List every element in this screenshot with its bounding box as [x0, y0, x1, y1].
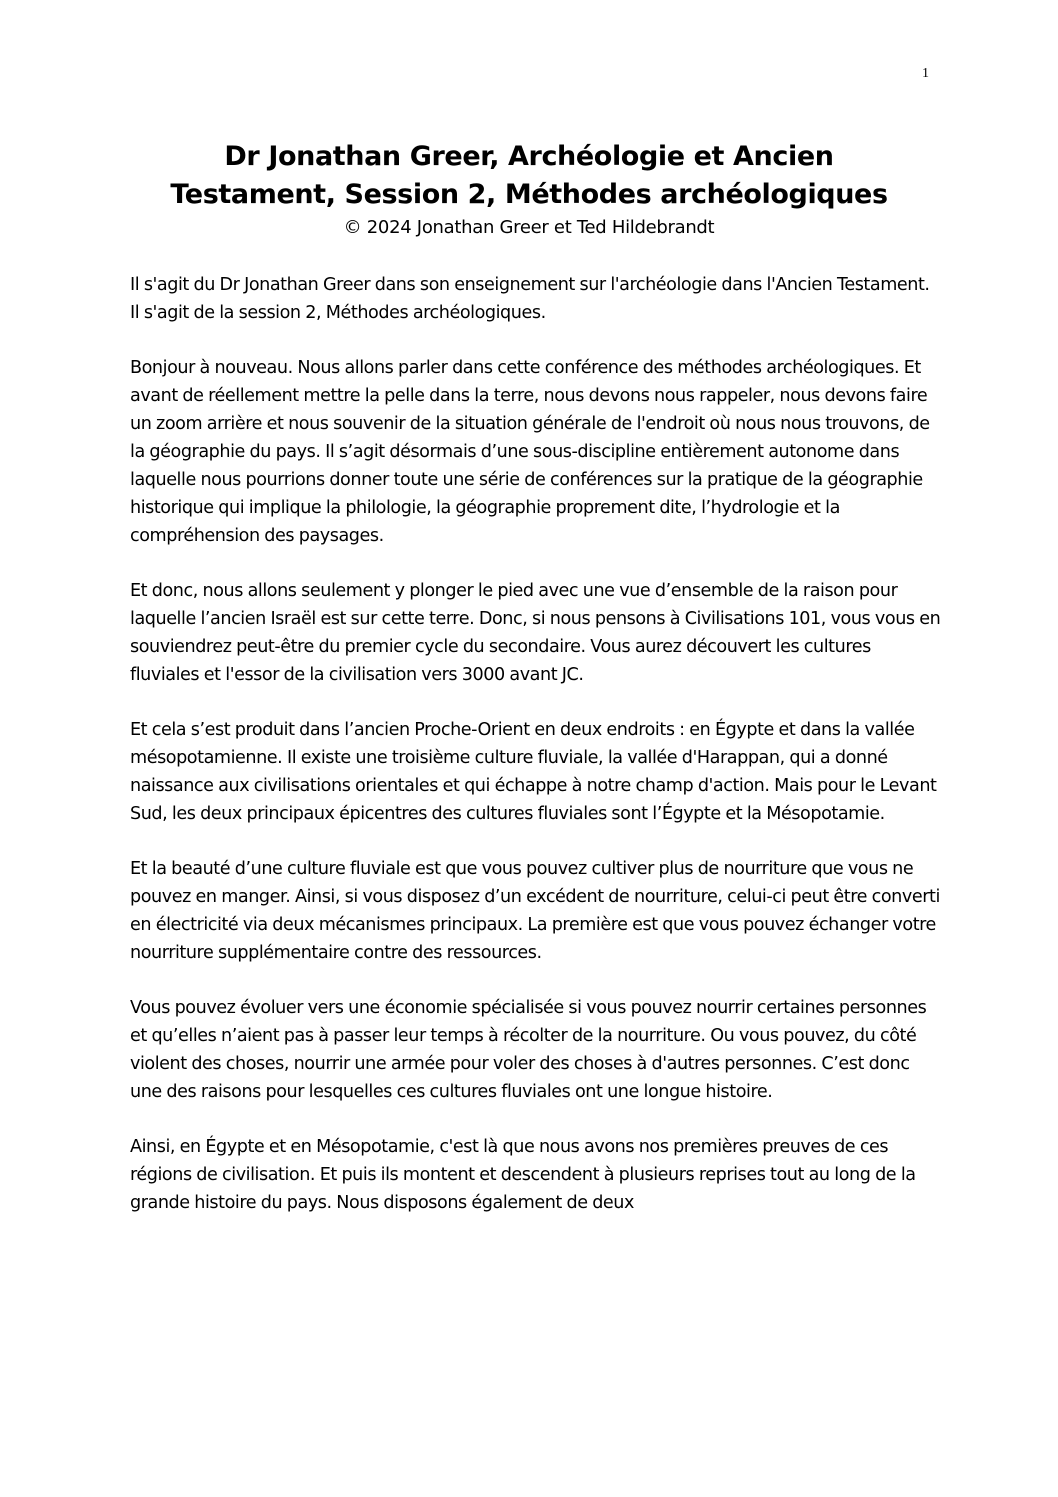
paragraph: Il s'agit du Dr Jonathan Greer dans son enseignement sur l'archéologie dans l'Ancien Testament. Il s'agit de la session 2, Méthodes archéologiques. — [130, 275, 930, 323]
paragraph: Vous pouvez évoluer vers une économie spécialisée si vous pouvez nourrir certaines personnes et qu’elles n’aient pas à passer leur temps à récolter de la nourriture. Ou vous pouvez, du côté violent des choses, nourrir une armée pour voler des choses à d'autres personnes. C’est donc une des raisons pour lesquelles ces cultures fluviales ont une longue histoire. — [130, 998, 927, 1102]
paragraph: Et cela s’est produit dans l’ancien Proche-Orient en deux endroits : en Égypte et dans la vallée mésopotamienne. Il existe une troisième culture fluviale, la vallée d'Harappan, qui a donné naissance aux civilisations orientales et qui échappe à notre champ d'action. Mais pour le Levant Sud, les deux principaux épicentres des cultures fluviales sont l’Égypte et la Mésopotamie. — [130, 720, 937, 824]
document-title — [100, 138, 958, 214]
paragraph: Et donc, nous allons seulement y plonger le pied avec une vue d’ensemble de la raison pour laquelle l’ancien Israël est sur cette terre. Donc, si nous pensons à Civilisations 101, vous vous en souviendrez peut-être du premier cycle du secondaire. Vous aurez découvert les cultures fluviales et l'essor de la civilisation vers 3000 avant JC. — [130, 581, 941, 685]
paragraph: Ainsi, en Égypte et en Mésopotamie, c'est là que nous avons nos premières preuves de ces régions de civilisation. Et puis ils montent et descendent à plusieurs reprises tout au long de la grande histoire du pays. Nous disposons également de deux — [130, 1137, 916, 1213]
document-header — [100, 138, 958, 241]
document-body — [130, 271, 942, 1244]
page-number: 1 — [922, 66, 929, 81]
copyright-notice: © 2024 Jonathan Greer et Ted Hildebrandt — [343, 217, 715, 238]
title-line-1: Dr Jonathan Greer, Archéologie et Ancien — [224, 141, 834, 172]
paragraph: Et la beauté d’une culture fluviale est que vous pouvez cultiver plus de nourriture que vous ne pouvez en manger. Ainsi, si vous disposez d’un excédent de nourriture, celui-ci peut être converti en électricité via deux mécanismes principaux. La première est que vous pouvez échanger votre nourriture supplémentaire contre des ressources. — [130, 859, 940, 963]
title-line-2: Testament, Session 2, Méthodes archéologiques — [170, 179, 888, 210]
paragraph: Bonjour à nouveau. Nous allons parler dans cette conférence des méthodes archéologiques. Et avant de réellement mettre la pelle dans la terre, nous devons nous rappeler, nous devons faire un zoom arrière et nous souvenir de la situation générale de l'endroit où nous nous trouvons, de la géographie du pays. Il s’agit désormais d’une sous-discipline entièrement autonome dans laquelle nous pourrions donner toute une série de conférences sur la pratique de la géographie historique qui implique la philologie, la géographie proprement dite, l’hydrologie et la compréhension des paysages. — [130, 358, 930, 546]
